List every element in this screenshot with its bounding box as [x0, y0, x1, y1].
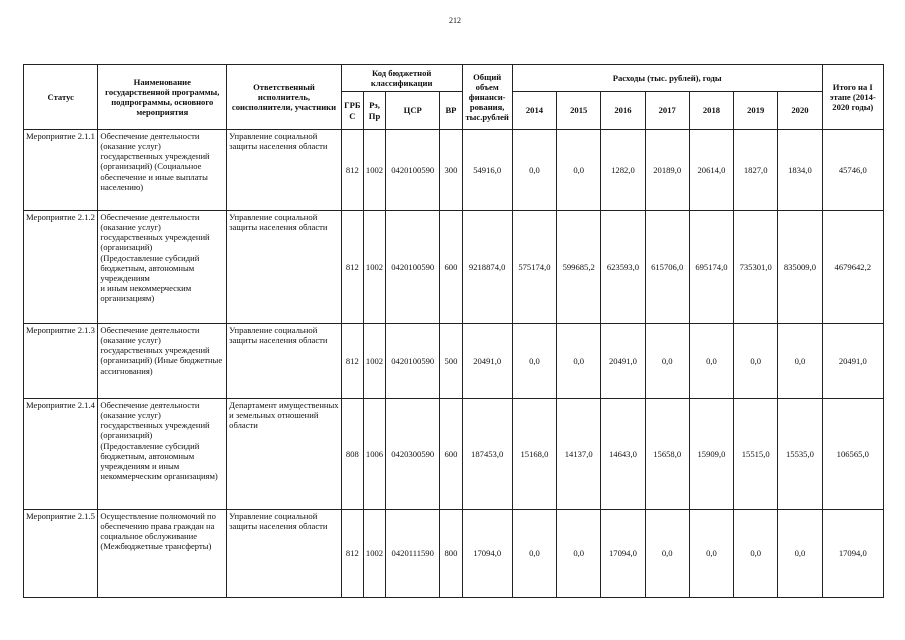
row-year-2014: 575174,0: [512, 211, 556, 324]
row-year-2020: 835009,0: [778, 211, 822, 324]
table-row: [24, 510, 884, 598]
row-stage-total: 106565,0: [822, 399, 883, 510]
row-year-2020: 0,0: [778, 324, 822, 399]
row-responsible: Управление социальной защиты населения области: [227, 211, 342, 324]
row-year-2016: 1282,0: [601, 130, 645, 211]
row-year-2015: 0,0: [557, 324, 601, 399]
header-year-2019: 2019: [734, 92, 778, 130]
row-csr: 0420100590: [386, 130, 440, 211]
header-year-2014: 2014: [512, 92, 556, 130]
row-name: Обеспечение деятельности (оказание услуг) государственных учреждений (организаций) (Предоставление субсидий бюджетным, автономным учреждениям и иным некоммерческим организациям): [98, 399, 227, 510]
row-vr: 500: [440, 324, 462, 399]
table-row: [24, 211, 884, 324]
row-year-2018: 20614,0: [689, 130, 733, 211]
row-year-2016: 20491,0: [601, 324, 645, 399]
header-year-2017: 2017: [645, 92, 689, 130]
table-row: [24, 130, 884, 211]
header-year-2016: 2016: [601, 92, 645, 130]
row-rzpr: 1002: [363, 211, 385, 324]
budget-table: [23, 64, 884, 598]
row-status: Мероприятие 2.1.3: [24, 324, 98, 399]
row-vr: 600: [440, 399, 462, 510]
row-vr: 600: [440, 211, 462, 324]
page-number: 212: [449, 16, 461, 25]
row-year-2017: 615706,0: [645, 211, 689, 324]
row-year-2020: 15535,0: [778, 399, 822, 510]
row-grbs: 812: [341, 324, 363, 399]
row-total: 54916,0: [462, 130, 512, 211]
header-year-2018: 2018: [689, 92, 733, 130]
row-year-2018: 0,0: [689, 510, 733, 598]
row-year-2014: 0,0: [512, 324, 556, 399]
header-grbs: ГРБ С: [341, 92, 363, 130]
header-rzpr: Рз, Пр: [363, 92, 385, 130]
header-stage-total: Итого на I этапе (2014-2020 годы): [822, 65, 883, 130]
header-total-volume: Общий объем финанси-рования, тыс.рублей: [462, 65, 512, 130]
header-budget-code: Код бюджетной классификации: [341, 65, 462, 92]
header-vr: ВР: [440, 92, 462, 130]
row-year-2019: 0,0: [734, 510, 778, 598]
row-year-2017: 0,0: [645, 324, 689, 399]
row-stage-total: 17094,0: [822, 510, 883, 598]
row-responsible: Управление социальной защиты населения области: [227, 510, 342, 598]
row-year-2020: 1834,0: [778, 130, 822, 211]
row-name: Обеспечение деятельности (оказание услуг) государственных учреждений (организаций) (Предоставление субсидий бюджетным, автономным учреждениям и иным некоммерческим организациям): [98, 211, 227, 324]
row-rzpr: 1002: [363, 324, 385, 399]
row-rzpr: 1006: [363, 399, 385, 510]
row-stage-total: 45746,0: [822, 130, 883, 211]
row-rzpr: 1002: [363, 130, 385, 211]
row-total: 9218874,0: [462, 211, 512, 324]
row-responsible: Департамент имущественных и земельных отношений области: [227, 399, 342, 510]
row-vr: 300: [440, 130, 462, 211]
row-grbs: 812: [341, 130, 363, 211]
row-year-2015: 14137,0: [557, 399, 601, 510]
row-year-2018: 15909,0: [689, 399, 733, 510]
row-year-2018: 695174,0: [689, 211, 733, 324]
row-year-2017: 0,0: [645, 510, 689, 598]
row-csr: 0420100590: [386, 211, 440, 324]
header-name: Наименование государственной программы, подпрограммы, основного мероприятия: [98, 65, 227, 130]
row-year-2018: 0,0: [689, 324, 733, 399]
row-grbs: 812: [341, 510, 363, 598]
row-year-2016: 17094,0: [601, 510, 645, 598]
header-status: Статус: [24, 65, 98, 130]
row-total: 187453,0: [462, 399, 512, 510]
row-year-2014: 15168,0: [512, 399, 556, 510]
header-responsible: Ответственный исполнитель, соисполнители, участники: [227, 65, 342, 130]
row-csr: 0420300590: [386, 399, 440, 510]
row-year-2015: 599685,2: [557, 211, 601, 324]
row-grbs: 812: [341, 211, 363, 324]
row-vr: 800: [440, 510, 462, 598]
row-year-2016: 623593,0: [601, 211, 645, 324]
row-stage-total: 20491,0: [822, 324, 883, 399]
row-year-2017: 15658,0: [645, 399, 689, 510]
row-year-2019: 15515,0: [734, 399, 778, 510]
row-total: 17094,0: [462, 510, 512, 598]
row-grbs: 808: [341, 399, 363, 510]
row-year-2015: 0,0: [557, 510, 601, 598]
row-stage-total: 4679642,2: [822, 211, 883, 324]
table-row: [24, 324, 884, 399]
row-csr: 0420111590: [386, 510, 440, 598]
row-year-2014: 0,0: [512, 510, 556, 598]
row-name: Осуществление полномочий по обеспечению права граждан на социальное обслуживание (Межбюджетные трансферты): [98, 510, 227, 598]
row-total: 20491,0: [462, 324, 512, 399]
row-name: Обеспечение деятельности (оказание услуг) государственных учреждений (организаций) (Социальное обеспечение и иные выплаты населению): [98, 130, 227, 211]
row-status: Мероприятие 2.1.1: [24, 130, 98, 211]
row-csr: 0420100590: [386, 324, 440, 399]
row-year-2019: 1827,0: [734, 130, 778, 211]
header-expenses: Расходы (тыс. рублей), годы: [512, 65, 822, 92]
row-year-2019: 0,0: [734, 324, 778, 399]
row-year-2017: 20189,0: [645, 130, 689, 211]
row-responsible: Управление социальной защиты населения области: [227, 324, 342, 399]
table-row: [24, 399, 884, 510]
row-year-2014: 0,0: [512, 130, 556, 211]
header-year-2020: 2020: [778, 92, 822, 130]
header-csr: ЦСР: [386, 92, 440, 130]
row-rzpr: 1002: [363, 510, 385, 598]
row-responsible: Управление социальной защиты населения области: [227, 130, 342, 211]
row-year-2015: 0,0: [557, 130, 601, 211]
row-year-2019: 735301,0: [734, 211, 778, 324]
row-status: Мероприятие 2.1.5: [24, 510, 98, 598]
header-year-2015: 2015: [557, 92, 601, 130]
row-status: Мероприятие 2.1.4: [24, 399, 98, 510]
row-year-2016: 14643,0: [601, 399, 645, 510]
row-year-2020: 0,0: [778, 510, 822, 598]
row-status: Мероприятие 2.1.2: [24, 211, 98, 324]
row-name: Обеспечение деятельности (оказание услуг) государственных учреждений (организаций) (Иные бюджетные ассигнования): [98, 324, 227, 399]
